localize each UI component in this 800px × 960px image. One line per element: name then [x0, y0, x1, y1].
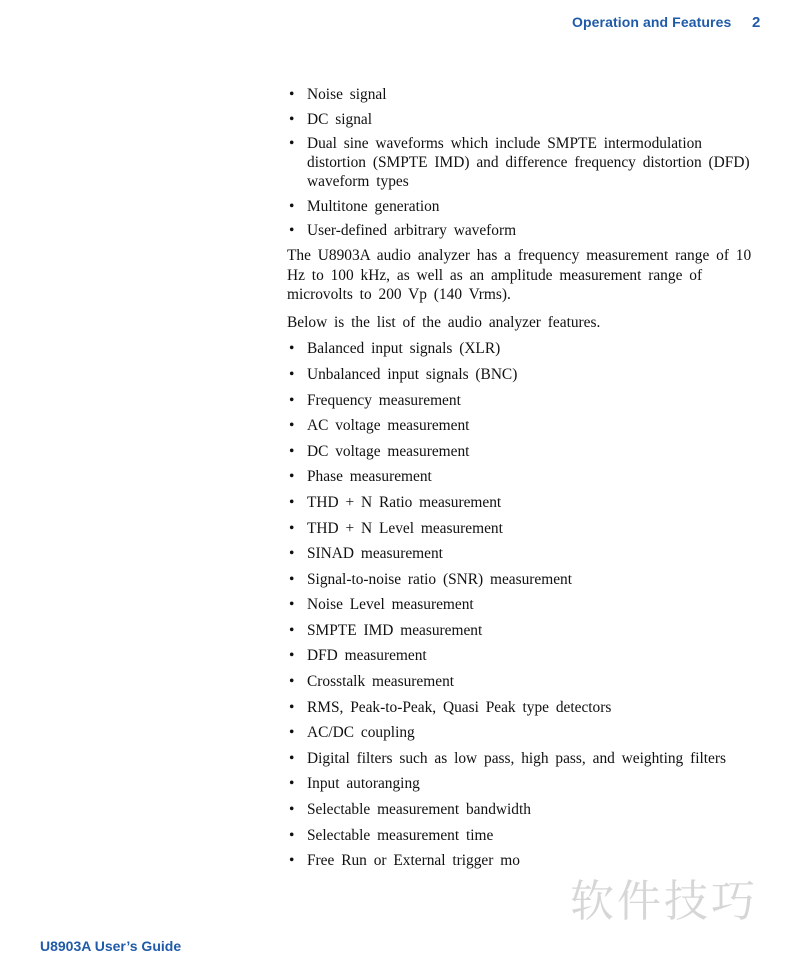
intro-paragraph: The U8903A audio analyzer has a frequency measurement range of 10 Hz to 100 kHz, as well as an amplitude measurement range of microvolts to 200 Vp (140 Vrms). — [287, 246, 752, 304]
list-item: • Noise Level measurement — [289, 596, 474, 614]
list-item: • Noise signal — [289, 86, 387, 103]
list-item: • User-defined arbitrary waveform — [289, 222, 517, 240]
list-item: • SINAD measurement — [289, 545, 443, 563]
section-title: Operation and Features — [572, 14, 732, 30]
signal-types-list — [287, 85, 757, 240]
list-item: • Selectable measurement bandwidth — [289, 801, 531, 819]
main-content — [287, 85, 757, 877]
list-item: • THD + N Level measurement — [289, 519, 503, 537]
list-item: • Crosstalk measurement — [289, 673, 455, 691]
list-item: • Frequency measurement — [289, 391, 461, 409]
list-item: • DC signal — [289, 110, 372, 128]
list-item: • SMPTE IMD measurement — [289, 621, 483, 639]
list-item: • Dual sine waveforms which include SMPTE intermodulation distortion (SMPTE IMD) and difference frequency distortion (DFD) waveform types — [289, 135, 750, 191]
features-intro: Below is the list of the audio analyzer features. — [287, 313, 601, 331]
list-item: • Balanced input signals (XLR) — [289, 340, 501, 358]
list-item: • Signal-to-noise ratio (SNR) measurement — [289, 570, 573, 588]
list-item: • Multitone generation — [289, 197, 440, 215]
features-list — [287, 339, 757, 870]
footer-guide-title: U8903A User’s Guide — [40, 938, 182, 954]
list-item: • DC voltage measurement — [289, 442, 470, 460]
list-item: • Selectable measurement time — [289, 826, 494, 844]
list-item: • Input autoranging — [289, 775, 420, 793]
list-item: • Phase measurement — [289, 468, 432, 486]
list-item: • THD + N Ratio measurement — [289, 493, 502, 511]
list-item: • DFD measurement — [289, 647, 427, 665]
list-item: • RMS, Peak-to-Peak, Quasi Peak type detectors — [289, 698, 612, 716]
list-item: • AC voltage measurement — [289, 417, 470, 435]
list-item: • Free Run or External trigger mo — [289, 852, 520, 870]
list-item: • AC/DC coupling — [289, 724, 415, 742]
watermark: 软件技巧 — [566, 866, 762, 938]
list-item: • Digital filters such as low pass, high pass, and weighting filters — [289, 749, 726, 767]
page-header — [0, 14, 800, 34]
list-item: • Unbalanced input signals (BNC) — [289, 365, 518, 383]
page-number: 2 — [752, 14, 761, 31]
